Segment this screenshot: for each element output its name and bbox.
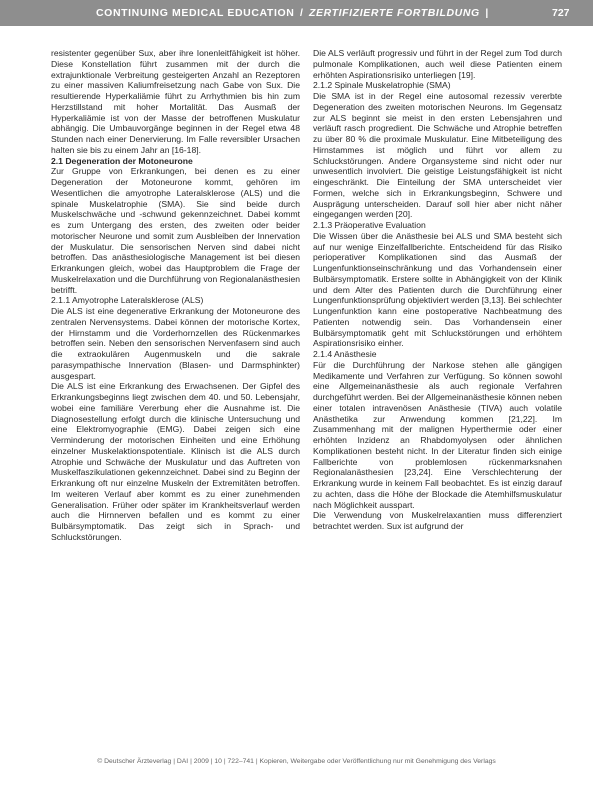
page-header — [0, 0, 593, 26]
left-column — [51, 48, 300, 748]
als-outcome-paragraph: Die ALS verläuft progressiv und führt in der Regel zum Tod durch pulmonale Komplikationen, auch weil diese Patienten einem erhöhten Aspirationsrisiko unterliegen [19]. — [313, 48, 562, 80]
subsection-heading-anesthesia: 2.1.4 Anästhesie — [313, 349, 377, 359]
sma-paragraph: Die SMA ist in der Regel eine autosomal rezessiv vererbte Degeneration des zweiten motorischen Neurons. Im Gegensatz zur ALS beginnt sie meist in den ersten Lebensjahren und verläuft rasch progredient. Die Schwäche und Atrophie betreffen zu über 80 % die proximale Muskulatur. Eine Mitbeteiligung des Hirnstammes ist möglich und führt vor allem zu Schluckstörungen. Andere Organsysteme sind nicht oder nur unwesentlich involviert. Die geistige Leistungsfähigkeit ist nicht eingeschränkt. Die Einteilung der SMA unterscheidet vier Formen, welche sich in Erkrankungsbeginn, Schwere und Ausprägung unterscheiden. Darauf soll hier aber nicht näher eingegangen werden [20]. — [313, 91, 562, 220]
page-footer: © Deutscher Ärzteverlag | DAI | 2009 | 10 | 722–741 | Kopieren, Weitergabe oder Veröffentlichung nur mit Genehmigung des Verlags — [97, 758, 496, 765]
right-column — [313, 48, 562, 748]
title-separator: / — [299, 7, 304, 19]
subsection-heading-sma: 2.1.2 Spinale Muskelatrophie (SMA) — [313, 80, 451, 91]
als-paragraph-2: Die ALS ist eine Erkrankung des Erwachsenen. Der Gipfel des Erkrankungsbeginns liegt zwischen dem 40. und 50. Lebensjahr, wobei eine familiäre Vererbung eher die Ausnahme ist. Die Diagnosestellung erfolgt durch die klinische Untersuchung und eine Elektromyographie (EMG). Dabei zeigen sich eine Verminderung der motorischen Einheiten und eine Erhöhung einzelner Muskelaktionspotentiale. Klinisch ist die ALS durch Atrophie und Schwäche der Muskulatur und das Auftreten von Muskelfaszikulationen gekennzeichnet. Dabei sind zu Beginn der Erkrankung oft nur einzelne Muskeln der Extremitäten betroffen. Im weiteren Verlauf aber kommt es zu einer zunehmenden Generalisation. Früher oder später im Krankheitsverlauf werden auch die Hirnnerven befallen und es kommt zu einer Bulbärsymptomatik. Das zeigt sich in Sprach- und Schluckstörungen. — [51, 381, 300, 542]
journal-section-title — [96, 7, 491, 19]
page-number: 727 — [552, 7, 570, 19]
subsection-heading-als: 2.1.1 Amyotrophe Lateralsklerose (ALS) — [51, 295, 204, 306]
evaluation-paragraph: Die Wissen über die Anästhesie bei ALS und SMA besteht sich auf nur wenige Einzelfallberichte. Entscheidend für das Risiko perioperativer Komplikationen sind das Ausmaß der Lungenfunktionseinschränkung und das Vorhandensein einer Bulbärsymptomatik. Erstere sollte in Abhängigkeit von der Klinik und dem Alter des Patienten durch die Durchführung einer Lungenfunktionsprüfung objektiviert werden [3,13]. Bei schlechter Lungenfunktion kann eine postoperative Nachbeatmung des Patienten notwendig sein. Das Vorhandensein einer Bulbärsymptomatik geht mit Schluckstörungen und erhöhtem Aspirationsrisiko einher. — [313, 230, 562, 349]
section-paragraph: Zur Gruppe von Erkrankungen, bei denen es zu einer Degeneration der Motoneurone kommt, gehören im Wesentlichen die amyotrophe Lateralsklerose (ALS) und die spinale Muskelatrophie (SMA). Sie sind beide durch Muskelschwäche und -schwund gekennzeichnet. Dabei kommt es zum Untergang des ersten, des zweiten oder beider motorischer Neurone und somit zum Ausbleiben der Innervation der Muskulatur. Die sensorischen Nerven sind dabei nicht betroffen. Das anästhesiologische Management ist bei diesen Erkrankungen gleich, wobei das Hauptproblem die Frage der Muskelrelaxation und die Durchführung von Regionalanästhesien betrifft. — [51, 166, 300, 295]
relaxants-paragraph: Die Verwendung von Muskelrelaxantien muss differenziert betrachtet werden. Sux ist aufgrund der — [313, 510, 562, 531]
page-number-separator: | — [485, 7, 489, 19]
series-title-de: ZERTIFIZIERTE FORTBILDUNG — [309, 7, 480, 19]
subsection-heading-evaluation: 2.1.3 Präoperative Evaluation — [313, 220, 426, 230]
section-heading: 2.1 Degeneration der Motoneurone — [51, 155, 193, 166]
series-title-en: CONTINUING MEDICAL EDUCATION — [96, 7, 295, 19]
als-paragraph-1: Die ALS ist eine degenerative Erkrankung der Motoneurone des zentralen Nervensystems. Dabei können der motorische Kortex, der Hirnstamm und die Vorderhornzellen des Rückenmarkes betroffen sein. Neben den sensorischen Nervenfasern sind auch die extraokulären Augenmuskeln und die sakrale parasympathische Innervation (Blasen- und Darmsphinkter) ausgespart. — [51, 306, 300, 381]
anesthesia-paragraph: Für die Durchführung der Narkose stehen alle gängigen Medikamente und Verfahren zur Verfügung. So können sowohl eine Allgemeinanästhesie als auch regionale Verfahren durchgeführt werden. Bei der Allgemeinanästhesie können neben einer totalen intravenösen Anästhesie (TIVA) auch volatile Anästhetika zur Anwendung kommen [21,22]. Im Zusammenhang mit der malignen Hyperthermie oder einer erhöhten Inzidenz an Rhabdomyolysen oder ähnlichen Komplikationen besteht nicht. In der Literatur finden sich einige Fallberichte von problemlosen rückenmarksnahen Regionalanästhesien [23,24]. Eine Verschlechterung der Erkrankung wurde in keinem Fall beobachtet. Es ist einzig darauf zu achten, dass die Höhe der Blockade die Atemhilfsmuskulatur nach Möglichkeit ausspart. — [313, 359, 562, 510]
intro-paragraph: resistenter gegenüber Sux, aber ihre Ionenleitfähigkeit ist höher. Diese Konstellation führt zusammen mit der durch die extrajunktionale Verbreitung gesteigerten Anzahl an Rezeptoren zu einer massiven Kaliumfreisetzung nach Gabe von Sux. Die resultierende Hyperkaliämie führt zu Arrhythmien bis hin zum Herzstillstand mit hoher Mortalität. Das Ausmaß der Hyperkaliämie ist von der Masse der betroffenen Muskulatur abhängig. Die Umbauvorgänge beginnen in der Regel etwa 48 Stunden nach einer Denervierung. Im Falle reversibler Ursachen halten sie bis zu einem Jahr an [16-18]. — [51, 48, 300, 155]
